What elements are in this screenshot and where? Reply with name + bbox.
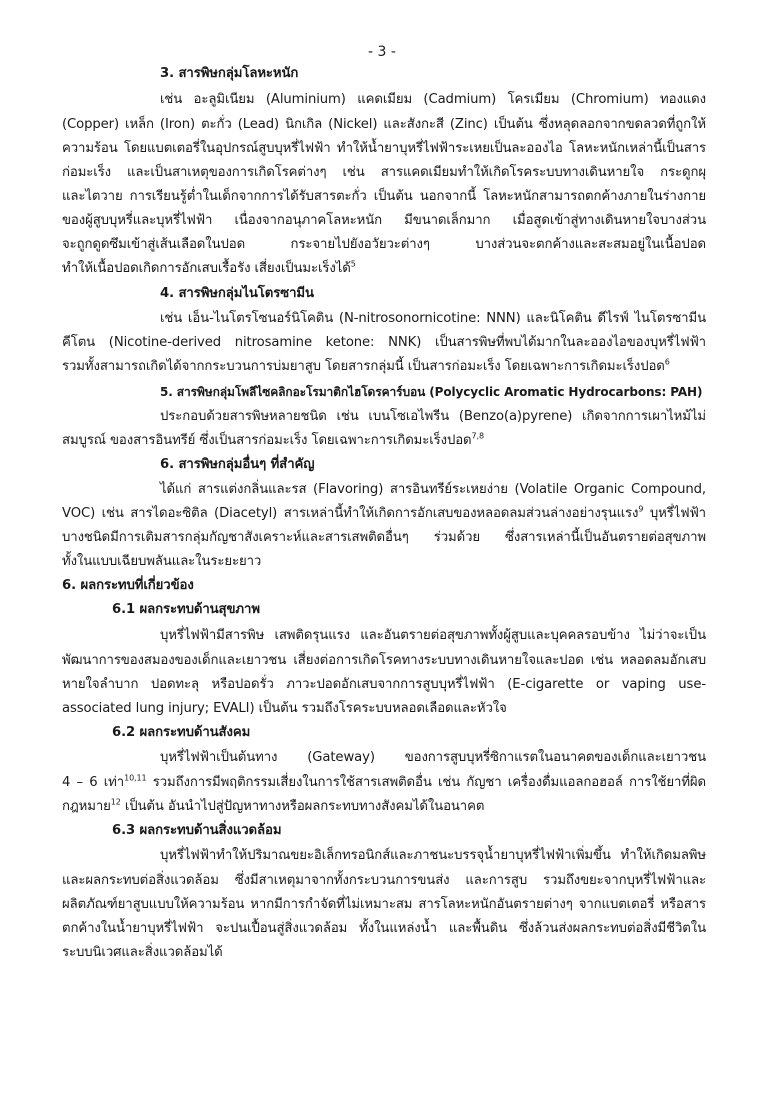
line-text: VOC) เช่น สารไดอะซิติล (Diacetyl) สารเหล่านี้ทำให้เกิดการอักเสบของหลอดลมส่วนล่างอย่างรุนแรง <box>62 506 639 521</box>
paragraph-line <box>62 257 706 281</box>
impacts-heading: 6. ผลกระทบที่เกี่ยวข้อง <box>62 578 194 593</box>
paragraph-line: associated lung injury; EVALI) เป็นต้น รวมถึงโรคระบบหลอดเลือดและหัวใจ <box>62 701 507 716</box>
paragraph-line: (Copper) เหล็ก (Iron) ตะกั่ว (Lead) นิกเกิล (Nickel) และสังกะสี (Zinc) เป็นต้น ซึ่งหลุดลอกจากขดลวดที่ถูกให้ <box>62 117 706 132</box>
line-text: กฎหมาย <box>62 799 111 814</box>
footnote-ref: 6 <box>664 357 670 367</box>
paragraph-line: และผลกระทบต่อสิ่งแวดล้อม ซึ่งมีสาเหตุมาจากทั้งกระบวนการขนส่ง และการสูบ รวมถึงขยะจากบุหรี่ไฟฟ้าและ <box>62 873 706 888</box>
paragraph-line: คีโตน (Nicotine-derived nitrosamine ketone: NNK) เป็นสารพิษที่พบได้มากในละอองไอของบุหรี่ไฟฟ้า <box>62 335 706 350</box>
footnote-ref: 12 <box>110 797 121 807</box>
paragraph-line: บางชนิดมีการเติมสารกลุ่มกัญชาสังเคราะห์และสารเสพติดอื่นๆ ร่วมด้วย ซึ่งสารเหล่านี้เป็นอันตรายต่อสุขภาพ <box>62 530 706 545</box>
environment-impact-heading: 6.3 ผลกระทบด้านสิ่งแวดล้อม <box>112 823 282 838</box>
paragraph-line: ความร้อน โดยแบตเตอรี่ในอุปกรณ์สูบบุหรี่ไฟฟ้า ทำให้น้ำยาบุหรี่ไฟฟ้าระเหยเป็นละอองไอ โลหะหนักเหล่านี้เป็นสาร <box>62 141 706 156</box>
paragraph-line: ระบบนิเวศและสิ่งแวดล้อมได้ <box>62 945 223 960</box>
paragraph-line: ประกอบด้วยสารพิษหลายชนิด เช่น เบนโซเอไพรีน (Benzo(a)pyrene) เกิดจากการเผาไหม้ไม่ <box>160 409 706 424</box>
paragraph-line: เช่น เอ็น-ไนโตรโซนอร์นิโคติน (N-nitrosonornicotine: NNN) และนิโคติน ดีไรฟ์ ไนโตรซามีน <box>160 311 706 326</box>
line-text: สมบูรณ์ ของสารอินทรีย์ ซึ่งเป็นสารก่อมะเร็ง โดยเฉพาะการเกิดมะเร็งปอด <box>62 433 472 448</box>
paragraph-line: ก่อมะเร็ง และเป็นสาเหตุของการเกิดโรคต่างๆ เช่น สารแคดเมียมทำให้เกิดโรคระบบทางเดินหายใจ กระดูกผุ <box>62 165 706 180</box>
paragraph-line: ของผู้สูบบุหรี่และบุหรี่ไฟฟ้า เนื่องจากอนุภาคโลหะหนัก มีขนาดเล็กมาก เมื่อสูดเข้าสู่ทางเดินหายใจบางส่วน <box>62 213 706 228</box>
line-text: ทำให้เนื้อปอดเกิดการอักเสบเรื้อรัง เสี่ยงเป็นมะเร็งได้ <box>62 261 351 276</box>
footnote-ref: 7,8 <box>471 431 484 441</box>
line-text: 4 – 6 เท่า <box>62 775 125 790</box>
paragraph-line: ผลิตภัณฑ์ยาสูบแบบให้ความร้อน หากมีการกำจัดที่ไม่เหมาะสม สารโลหะหนักอันตรายต่างๆ จากแบตเตอรี่ หรือสาร <box>62 897 706 912</box>
paragraph-line: บุหรี่ไฟฟ้าทำให้ปริมาณขยะอิเล็กทรอนิกส์และภาชนะบรรจุน้ำยาบุหรี่ไฟฟ้าเพิ่มขึ้น ทำให้เกิดมลพิษ <box>160 848 706 863</box>
paragraph-line <box>62 795 706 819</box>
paragraph-line: หายใจลำบาก ปอดทะลุ หรือปอดรั่ว ภาวะปอดอักเสบจากการสูบบุหรี่ไฟฟ้า (E-cigarette or vaping use- <box>62 677 706 692</box>
page-number: - 3 - <box>368 44 396 60</box>
paragraph-line: พัฒนาการของสมองของเด็กและเยาวชน เสี่ยงต่อการเกิดโรคทางระบบทางเดินหายใจและปอด เช่น หลอดลมอักเสบ <box>62 653 706 668</box>
paragraph-line: ได้แก่ สารแต่งกลิ่นและรส (Flavoring) สารอินทรีย์ระเหยง่าย (Volatile Organic Compound, <box>160 482 706 497</box>
paragraph-line: และไตวาย การเรียนรู้ต่ำในเด็กจากการได้รับสารตะกั่ว เป็นต้น นอกจากนี้ โลหะหนักสามารถตกค้างภายในร่างกาย <box>62 189 706 204</box>
paragraph-line: ตกค้างในน้ำยาบุหรี่ไฟฟ้า จะปนเปื้อนสู่สิ่งแวดล้อม ทั้งในแหล่งน้ำ และพื้นดิน ซึ่งล้วนส่งผลกระทบต่อสิ่งมีชีวิตใน <box>62 921 706 936</box>
line-text: บุหรี่ไฟฟ้า <box>643 506 706 521</box>
paragraph-line <box>62 355 706 379</box>
section-3-heading: 3. สารพิษกลุ่มโลหะหนัก <box>160 66 299 81</box>
footnote-ref: 9 <box>638 504 644 514</box>
line-text: รวมถึงการมีพฤติกรรมเสี่ยงในการใช้สารเสพติดอื่น เช่น กัญชา เครื่องดื่มแอลกอฮอล์ การใช้ยาที่ผิด <box>146 775 706 790</box>
line-text: รวมทั้งสามารถเกิดได้จากกระบวนการบ่มยาสูบ โดยสารกลุ่มนี้ เป็นสารก่อมะเร็ง โดยเฉพาะการเกิดมะเร็งปอด <box>62 359 665 374</box>
footnote-ref: 10,11 <box>124 773 147 783</box>
paragraph-line <box>62 502 706 526</box>
section-6-heading: 6. สารพิษกลุ่มอื่นๆ ที่สำคัญ <box>160 457 315 472</box>
section-5-heading: 5. สารพิษกลุ่มโพลีไซคลิกอะโรมาติกไฮโดรคาร์บอน (Polycyclic Aromatic Hydrocarbons: PAH) <box>160 385 703 399</box>
paragraph-line: บุหรี่ไฟฟ้ามีสารพิษ เสพติดรุนแรง และอันตรายต่อสุขภาพทั้งผู้สูบและบุคคลรอบข้าง ไม่ว่าจะเป็น <box>160 628 706 643</box>
paragraph-line: บุหรี่ไฟฟ้าเป็นต้นทาง (Gateway) ของการสูบบุหรี่ซิกาแรตในอนาคตของเด็กและเยาวชน <box>160 750 706 765</box>
paragraph-line: ทั้งในแบบเฉียบพลันและในระยะยาว <box>62 554 262 569</box>
footnote-ref: 5 <box>350 259 356 269</box>
social-impact-heading: 6.2 ผลกระทบด้านสังคม <box>112 725 251 740</box>
section-4-heading: 4. สารพิษกลุ่มไนโตรซามีน <box>160 286 314 301</box>
paragraph-line <box>62 771 706 795</box>
line-text: เป็นต้น อันนำไปสู่ปัญหาทางหรือผลกระทบทางสังคมได้ในอนาคต <box>120 799 485 814</box>
health-impact-heading: 6.1 ผลกระทบด้านสุขภาพ <box>112 602 260 617</box>
paragraph-line: เช่น อะลูมิเนียม (Aluminium) แคดเมียม (Cadmium) โครเมียม (Chromium) ทองแดง <box>160 92 706 107</box>
paragraph-line <box>62 429 706 453</box>
paragraph-line: จะถูกดูดซึมเข้าสู่เส้นเลือดในปอด กระจายไปยังอวัยวะต่างๆ บางส่วนจะตกค้างและสะสมอยู่ในเนื้อปอด <box>62 237 706 252</box>
